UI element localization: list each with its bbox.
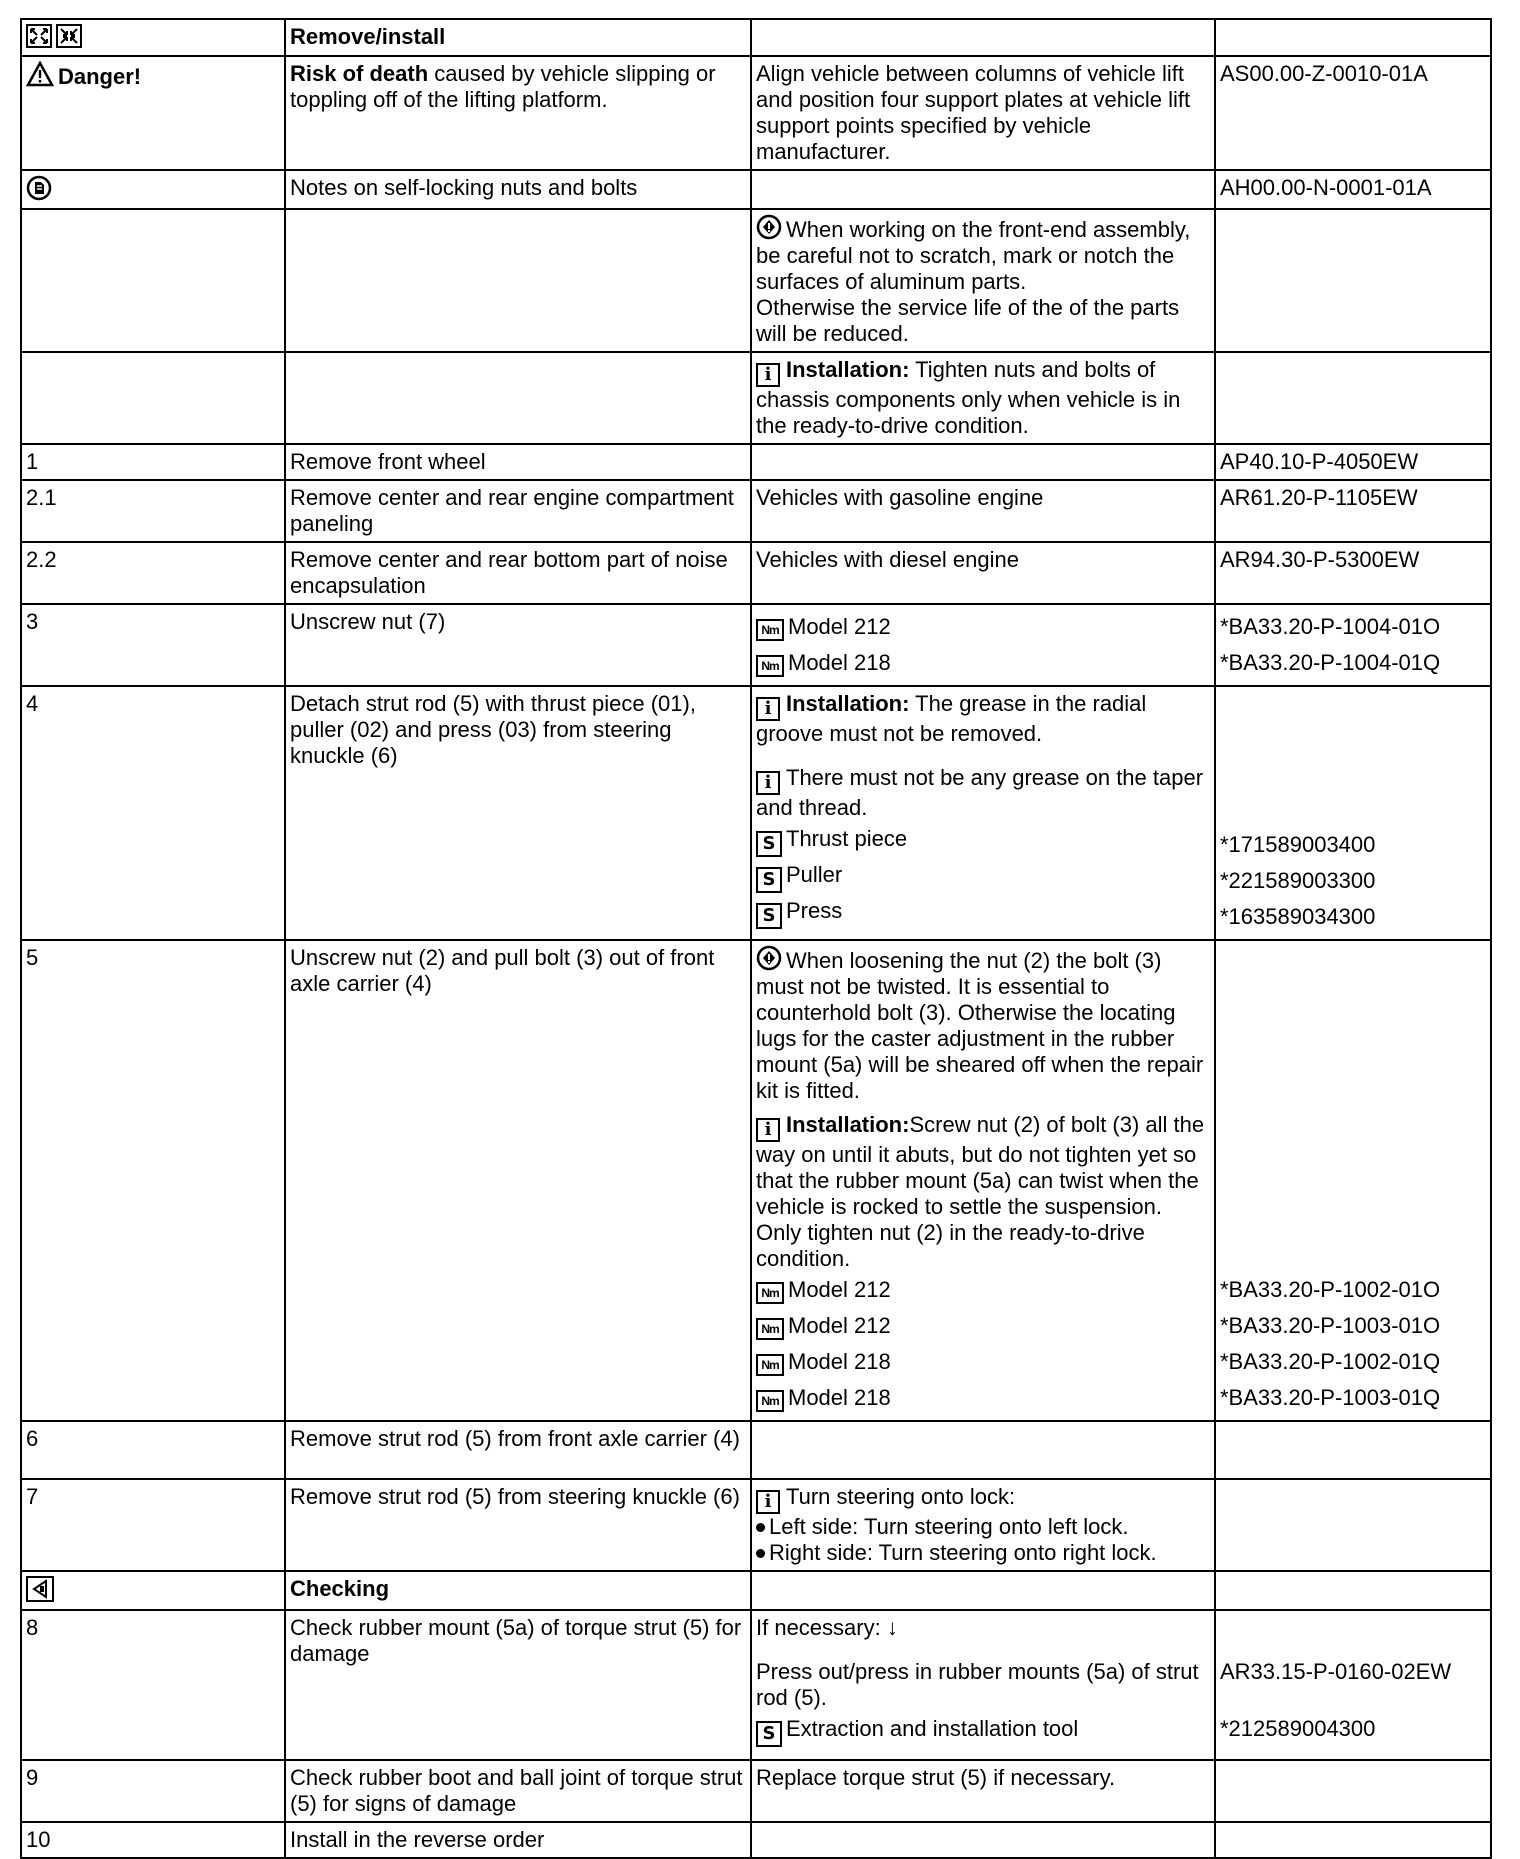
torque-ref: *BA33.20-P-1003-01Q [1220, 1385, 1441, 1410]
bullet-icon [756, 1549, 765, 1558]
tool-ref: *212589004300 [1220, 1716, 1376, 1741]
torque-icon: Nm [756, 655, 784, 677]
tool-label: Thrust piece [786, 826, 908, 851]
empty-cell [1215, 19, 1491, 56]
torque-ref-cell [1215, 940, 1491, 1421]
empty-cell [751, 19, 1215, 56]
caution-text: When loosening the nut (2) the bolt (3) must not be twisted. It is essential to counterhold bolt (3). Otherwise the locating lugs for the caster adjustment in the rubber mount (5a) will be sheared off when the repair kit is fitted. [756, 948, 1204, 1103]
section-title: Remove/install [285, 19, 751, 56]
notes-row [21, 170, 1491, 209]
empty-cell [1215, 1421, 1491, 1479]
installation-text: Tighten nuts and bolts of chassis components only when vehicle is in the ready-to-drive condition. [756, 357, 1181, 438]
installation-info-cell [751, 352, 1215, 444]
if-necessary-text: If necessary: [756, 1615, 881, 1640]
torque-label: Model 218 [788, 650, 891, 675]
step-number: 2.1 [21, 480, 285, 542]
danger-label: Danger! [58, 64, 142, 89]
header-row [21, 19, 1491, 56]
step-text: Remove center and rear engine compartment paneling [285, 480, 751, 542]
step-number: 4 [21, 686, 285, 940]
caution-note [756, 945, 1210, 1104]
empty-cell [751, 1822, 1215, 1858]
press-action: Press out/press in rubber mounts (5a) of strut rod (5). [756, 1659, 1199, 1710]
repair-procedure [20, 18, 1490, 1859]
tool-item [756, 857, 1210, 893]
empty-cell [751, 1421, 1215, 1479]
empty-cell [285, 352, 751, 444]
caution-icon [756, 214, 782, 240]
checking-icon [26, 1576, 54, 1602]
step-detail-cell [751, 1610, 1215, 1760]
torque-item [756, 609, 1210, 645]
step-text: Unscrew nut (2) and pull bolt (3) out of front axle carrier (4) [285, 940, 751, 1421]
step-note: Vehicles with diesel engine [751, 542, 1215, 604]
step-text: Check rubber mount (5a) of torque strut (5) for damage [285, 1610, 751, 1760]
caution-cell [751, 209, 1215, 352]
caution-text-2: Otherwise the service life of the of the parts will be reduced. [756, 295, 1180, 346]
torque-label: Model 218 [788, 1349, 891, 1374]
empty-cell [751, 1571, 1215, 1610]
danger-ref: AS00.00-Z-0010-01A [1215, 56, 1491, 170]
torque-item [756, 1344, 1210, 1380]
step-row [21, 1610, 1491, 1760]
step-number: 5 [21, 940, 285, 1421]
empty-cell [1215, 1571, 1491, 1610]
grease-note-text: There must not be any grease on the taper and thread. [756, 765, 1204, 820]
step-row [21, 480, 1491, 542]
step-row [21, 444, 1491, 480]
info-icon: i [756, 771, 780, 795]
torque-ref: *BA33.20-P-1004-01O [1220, 614, 1441, 639]
step-note: Vehicles with gasoline engine [751, 480, 1215, 542]
torque-icon: Nm [756, 1318, 784, 1340]
tool-icon: S [756, 867, 782, 893]
torque-icon: Nm [756, 1354, 784, 1376]
notes-text: Notes on self-locking nuts and bolts [285, 170, 751, 209]
installation-label: Installation: [786, 691, 910, 716]
danger-text-cell [285, 56, 751, 170]
remove-install-icons-cell [21, 19, 285, 56]
tool-icon: S [756, 903, 782, 929]
step-row [21, 604, 1491, 686]
torque-label: Model 212 [788, 1277, 891, 1302]
tool-ref: *221589003300 [1220, 868, 1376, 893]
step-number: 2.2 [21, 542, 285, 604]
installation-info-row [21, 352, 1491, 444]
torque-ref: *BA33.20-P-1003-01O [1220, 1313, 1441, 1338]
step-row [21, 1760, 1491, 1822]
tool-ref: *163589034300 [1220, 904, 1376, 929]
torque-ref: *BA33.20-P-1002-01O [1220, 1277, 1441, 1302]
installation-note [756, 1112, 1210, 1272]
step-text: Check rubber boot and ball joint of torque strut (5) for signs of damage [285, 1760, 751, 1822]
step-ref-cell [1215, 1610, 1491, 1760]
step-row [21, 940, 1491, 1421]
notes-ref: AH00.00-N-0001-01A [1215, 170, 1491, 209]
empty-cell [21, 352, 285, 444]
remove-icon [26, 24, 52, 48]
empty-cell [1215, 1479, 1491, 1571]
installation-text: Screw nut (2) of bolt (3) all the way on until it abuts, but do not tighten yet so that the rubber mount (5a) can twist when the vehicle is rocked to settle the suspension. Only tighten nut (2) in the ready-to-drive condition. [756, 1112, 1205, 1271]
tool-item [756, 821, 1210, 857]
arrow-down-icon: ↓ [886, 1615, 898, 1640]
tool-item [756, 1711, 1210, 1747]
danger-instruction: Align vehicle between columns of vehicle lift and position four support plates at vehicle lift support points specified by vehicle manufacturer. [751, 56, 1215, 170]
step-detail-cell [751, 940, 1215, 1421]
torque-ref: *BA33.20-P-1002-01Q [1220, 1349, 1441, 1374]
checking-icon-cell [21, 1571, 285, 1610]
step-text: Remove strut rod (5) from steering knuckle (6) [285, 1479, 751, 1571]
caution-text: When working on the front-end assembly, be careful not to scratch, mark or notch the surfaces of aluminum parts. [756, 217, 1191, 294]
step-ref: AR94.30-P-5300EW [1215, 542, 1491, 604]
step-row [21, 686, 1491, 940]
torque-icon: Nm [756, 1390, 784, 1412]
step-row [21, 1822, 1491, 1858]
step-ref: AP40.10-P-4050EW [1215, 444, 1491, 480]
step-number: 7 [21, 1479, 285, 1571]
procedure-table [20, 18, 1492, 1859]
tool-icon: S [756, 1721, 782, 1747]
step-text: Remove strut rod (5) from front axle carrier (4) [285, 1421, 751, 1479]
step-detail-cell [751, 1479, 1215, 1571]
torque-item [756, 1272, 1210, 1308]
torque-label: Model 212 [788, 614, 891, 639]
step-number: 6 [21, 1421, 285, 1479]
step-number: 8 [21, 1610, 285, 1760]
tool-ref: *171589003400 [1220, 832, 1376, 857]
empty-cell [1215, 1822, 1491, 1858]
warning-triangle-icon [26, 61, 54, 87]
installation-note [756, 691, 1210, 747]
torque-ref: *BA33.20-P-1004-01Q [1220, 650, 1441, 675]
torque-icon: Nm [756, 1282, 784, 1304]
tool-icon: S [756, 831, 782, 857]
step-text: Unscrew nut (7) [285, 604, 751, 686]
step-row [21, 1421, 1491, 1479]
step-text: Install in the reverse order [285, 1822, 751, 1858]
checking-title: Checking [285, 1571, 751, 1610]
empty-cell [751, 170, 1215, 209]
step-number: 1 [21, 444, 285, 480]
step-text: Remove front wheel [285, 444, 751, 480]
empty-cell [751, 444, 1215, 480]
caution-row [21, 209, 1491, 352]
bullet-icon [756, 1523, 765, 1532]
tool-item [756, 893, 1210, 929]
grease-note [756, 765, 1210, 821]
torque-item [756, 1308, 1210, 1344]
torque-cell [751, 604, 1215, 686]
risk-label: Risk of death [290, 61, 429, 86]
tool-label: Press [786, 898, 843, 923]
empty-cell [1215, 1760, 1491, 1822]
info-icon: i [756, 1490, 780, 1514]
steering-note [756, 1484, 1210, 1514]
tool-ref-cell [1215, 686, 1491, 940]
torque-icon: Nm [756, 619, 784, 641]
torque-label: Model 218 [788, 1385, 891, 1410]
info-icon: i [756, 1118, 780, 1142]
step-detail-cell [751, 686, 1215, 940]
empty-cell [285, 209, 751, 352]
step-text: Remove center and rear bottom part of noise encapsulation [285, 542, 751, 604]
installation-label: Installation: [786, 1112, 910, 1137]
step-number: 3 [21, 604, 285, 686]
empty-cell [1215, 209, 1491, 352]
empty-cell [21, 209, 285, 352]
step-number: 10 [21, 1822, 285, 1858]
step-number: 9 [21, 1760, 285, 1822]
tool-label: Puller [786, 862, 843, 887]
if-necessary [756, 1615, 1210, 1641]
danger-row [21, 56, 1491, 170]
step-text: Detach strut rod (5) with thrust piece (01), puller (02) and press (03) from steering knuckle (6) [285, 686, 751, 940]
installation-label: Installation: [786, 357, 910, 382]
info-icon: i [756, 363, 780, 387]
bullet-item [756, 1540, 1210, 1566]
caution-icon [756, 945, 782, 971]
risk-text: caused by vehicle slipping or toppling off of the lifting platform. [290, 61, 716, 112]
step-row [21, 542, 1491, 604]
bullet-text: Left side: Turn steering onto left lock. [769, 1514, 1129, 1539]
bullet-text: Right side: Turn steering onto right lock. [769, 1540, 1157, 1565]
installation-text: The grease in the radial groove must not be removed. [756, 691, 1147, 746]
step-ref: AR61.20-P-1105EW [1215, 480, 1491, 542]
danger-cell [21, 56, 285, 170]
bullet-item [756, 1514, 1210, 1540]
notes-icon [26, 175, 52, 201]
torque-label: Model 212 [788, 1313, 891, 1338]
torque-item [756, 645, 1210, 681]
info-icon: i [756, 697, 780, 721]
install-icon [56, 24, 82, 48]
notes-icon-cell [21, 170, 285, 209]
checking-row [21, 1571, 1491, 1610]
step-row [21, 1479, 1491, 1571]
steering-note-text: Turn steering onto lock: [786, 1484, 1016, 1509]
torque-item [756, 1380, 1210, 1416]
action-ref: AR33.15-P-0160-02EW [1220, 1659, 1452, 1684]
tool-label: Extraction and installation tool [786, 1716, 1079, 1741]
torque-ref-cell [1215, 604, 1491, 686]
empty-cell [1215, 352, 1491, 444]
step-note: Replace torque strut (5) if necessary. [751, 1760, 1215, 1822]
